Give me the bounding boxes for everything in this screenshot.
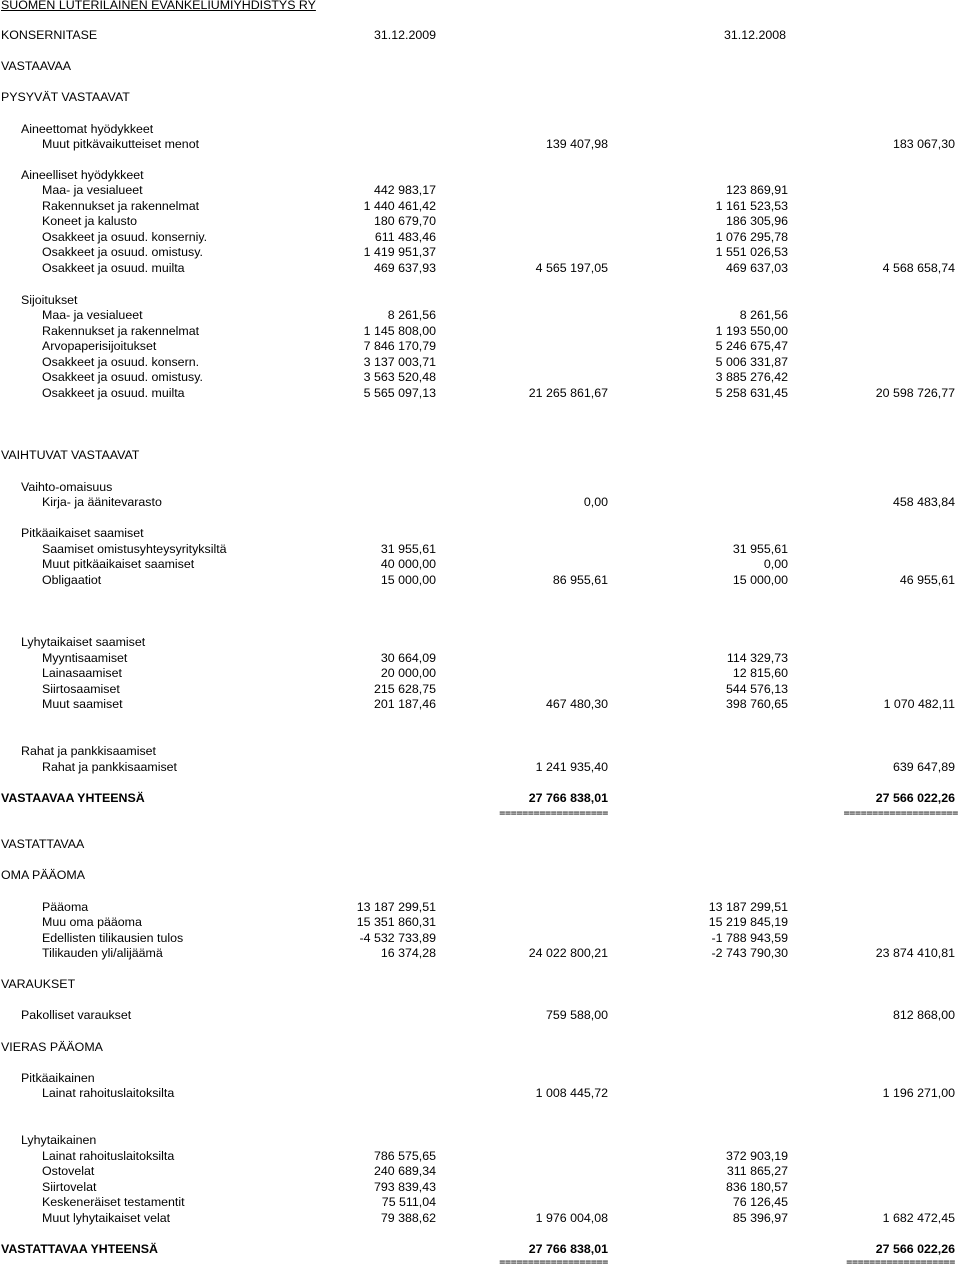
total-2008: 4 568 658,74 (882, 261, 955, 275)
value-2009: 3 137 003,71 (363, 355, 436, 369)
value-2008: 469 637,03 (725, 261, 788, 275)
total-2009: 1 976 004,08 (535, 1211, 608, 1225)
row-label: Tilikauden yli/alijäämä (42, 946, 163, 960)
group-label: Lyhytaikaiset saamiset (21, 635, 146, 649)
total-2009: 0,00 (583, 495, 608, 509)
value-2008: 5 258 631,45 (715, 386, 788, 400)
value-2009: 40 000,00 (380, 557, 436, 571)
table-row (0, 198, 960, 214)
value-2008: 85 396,97 (732, 1211, 788, 1225)
row-label: Osakkeet ja osuud. muilta (42, 261, 185, 275)
table-row (0, 182, 960, 198)
grand-total-2008: 27 566 022,26 (875, 791, 955, 805)
table-row (0, 244, 960, 260)
value-2009: 611 483,46 (374, 230, 436, 244)
total-2009: 86 955,61 (552, 573, 608, 587)
value-2008: 13 187 299,51 (708, 900, 788, 914)
row-label: Siirtovelat (42, 1180, 97, 1194)
table-row (0, 260, 960, 276)
value-2008: 3 885 276,42 (715, 370, 788, 384)
value-2008: 1 161 523,53 (715, 199, 788, 213)
value-2009: 3 563 520,48 (363, 370, 436, 384)
value-2009: 1 419 951,37 (363, 245, 436, 259)
table-row (0, 307, 960, 323)
value-2008: 123 869,91 (725, 183, 788, 197)
total-2008: 458 483,84 (892, 495, 955, 509)
column-2009-header: 31.12.2009 (374, 28, 437, 42)
group-label: Pitkäaikaiset saamiset (21, 526, 144, 540)
total-2008: 639 647,89 (892, 760, 955, 774)
row-label: Rakennukset ja rakennelmat (42, 199, 200, 213)
table-row (0, 1179, 960, 1195)
value-2009: 442 983,17 (373, 183, 436, 197)
group-label: Lyhytaikainen (21, 1133, 97, 1147)
total-2009: 4 565 197,05 (535, 261, 608, 275)
value-2008: 12 815,60 (732, 666, 788, 680)
row-label: Lainat rahoituslaitoksilta (42, 1086, 175, 1100)
value-2009: 180 679,70 (373, 214, 436, 228)
section-heading: VASTATTAVAA (1, 837, 85, 851)
table-row (0, 385, 960, 401)
row-label: Muut saamiset (42, 697, 123, 711)
double-rule-2008: =================== (846, 1257, 955, 1268)
table-row (0, 1163, 960, 1179)
double-rule-2008: ==================== (843, 808, 958, 819)
value-2009: -4 532 733,89 (359, 931, 436, 945)
value-2008: 1 076 295,78 (715, 230, 788, 244)
double-rule-2009: =================== (499, 808, 608, 819)
table-row (0, 229, 960, 245)
value-2008: 15 000,00 (732, 573, 788, 587)
table-row (0, 1085, 960, 1101)
total-2008: 183 067,30 (892, 137, 955, 151)
table-row (0, 572, 960, 588)
value-2009: 30 664,09 (380, 651, 436, 665)
value-2009: 469 637,93 (373, 261, 436, 275)
row-label: Maa- ja vesialueet (42, 183, 143, 197)
row-label: Edellisten tilikausien tulos (42, 931, 184, 945)
group-label: Aineelliset hyödykkeet (21, 168, 144, 182)
table-row (0, 369, 960, 385)
row-label: Obligaatiot (42, 573, 102, 587)
value-2008: 1 551 026,53 (715, 245, 788, 259)
report-title: KONSERNITASE (1, 28, 98, 42)
total-2009: 1 241 935,40 (535, 760, 608, 774)
total-2009: 139 407,98 (545, 137, 608, 151)
group-label: Pitkäaikainen (21, 1071, 95, 1085)
row-label: Osakkeet ja osuud. konserniy. (42, 230, 208, 244)
group-label: Aineettomat hyödykkeet (21, 122, 154, 136)
value-2008: -1 788 943,59 (711, 931, 788, 945)
row-label: Osakkeet ja osuud. omistusy. (42, 245, 203, 259)
value-2009: 20 000,00 (380, 666, 436, 680)
value-2009: 75 511,04 (381, 1195, 436, 1209)
group-label: Rahat ja pankkisaamiset (21, 744, 156, 758)
value-2008: 1 193 550,00 (715, 324, 788, 338)
org-name: SUOMEN LUTERILAINEN EVANKELIUMIYHDISTYS RY (1, 0, 316, 12)
row-label: Ostovelat (42, 1164, 95, 1178)
value-2009: 786 575,65 (373, 1149, 436, 1163)
row-label: Saamiset omistusyhteysyrityksiltä (42, 542, 227, 556)
table-row (0, 213, 960, 229)
org-header (0, 0, 960, 13)
value-2008: 544 576,13 (725, 682, 788, 696)
total-2008: 1 196 271,00 (882, 1086, 955, 1100)
value-2008: 836 180,57 (725, 1180, 788, 1194)
row-label: Osakkeet ja osuud. muilta (42, 386, 185, 400)
row-label: Osakkeet ja osuud. omistusy. (42, 370, 203, 384)
value-2009: 79 388,62 (380, 1211, 436, 1225)
table-row (0, 354, 960, 370)
table-row (0, 665, 960, 681)
total-2009: 1 008 445,72 (535, 1086, 608, 1100)
value-2008: 15 219 845,19 (708, 915, 788, 929)
total-2008: 1 682 472,45 (882, 1211, 955, 1225)
grand-total-2008: 27 566 022,26 (875, 1242, 955, 1256)
value-2008: 186 305,96 (725, 214, 788, 228)
row-label: Muut pitkävaikutteiset menot (42, 137, 200, 151)
table-row (0, 1210, 960, 1226)
value-2008: 5 246 675,47 (715, 339, 788, 353)
row-label: Muu oma pääoma (42, 915, 142, 929)
row-label: Pakolliset varaukset (21, 1008, 132, 1022)
row-label: Kirja- ja äänitevarasto (42, 495, 162, 509)
total-2008: 1 070 482,11 (883, 697, 955, 711)
table-row (0, 681, 960, 697)
row-label: Arvopaperisijoitukset (42, 339, 157, 353)
row-label: Rahat ja pankkisaamiset (42, 760, 177, 774)
section-heading: VASTAAVAA (1, 59, 72, 73)
total-2009: 24 022 800,21 (528, 946, 608, 960)
total-2008: 20 598 726,77 (875, 386, 955, 400)
value-2009: 31 955,61 (380, 542, 436, 556)
value-2009: 1 145 808,00 (363, 324, 436, 338)
row-label: Keskeneräiset testamentit (42, 1195, 185, 1209)
value-2009: 240 689,34 (373, 1164, 436, 1178)
double-rule-2009: =================== (499, 1257, 608, 1268)
table-row (0, 899, 960, 915)
row-label: Siirtosaamiset (42, 682, 120, 696)
value-2008: 8 261,56 (739, 308, 788, 322)
section-heading: VARAUKSET (1, 977, 76, 991)
column-header-row (0, 27, 960, 43)
table-row (0, 541, 960, 557)
total-2008: 46 955,61 (899, 573, 955, 587)
table-row (0, 930, 960, 946)
table-row (0, 945, 960, 961)
section-heading: VAIHTUVAT VASTAAVAT (1, 448, 140, 462)
row-label: Osakkeet ja osuud. konsern. (42, 355, 200, 369)
total-2009: 759 588,00 (545, 1008, 608, 1022)
value-2008: 5 006 331,87 (715, 355, 788, 369)
grand-total-row (0, 790, 960, 806)
value-2008: -2 743 790,30 (711, 946, 788, 960)
value-2009: 15 000,00 (380, 573, 436, 587)
row-label: Muut pitkäaikaiset saamiset (42, 557, 195, 571)
value-2009: 215 628,75 (373, 682, 436, 696)
total-2009: 21 265 861,67 (528, 386, 608, 400)
value-2008: 372 903,19 (725, 1149, 788, 1163)
table-row (0, 914, 960, 930)
table-row (0, 1007, 960, 1023)
row-label: Koneet ja kalusto (42, 214, 138, 228)
value-2008: 114 329,73 (726, 651, 788, 665)
value-2009: 15 351 860,31 (356, 915, 436, 929)
double-rule-row (0, 1256, 960, 1269)
value-2009: 1 440 461,42 (363, 199, 436, 213)
grand-total-2009: 27 766 838,01 (528, 791, 608, 805)
value-2008: 0,00 (763, 557, 788, 571)
table-row (0, 136, 960, 152)
value-2008: 311 865,27 (726, 1164, 788, 1178)
row-label: Pääoma (42, 900, 89, 914)
value-2009: 8 261,56 (387, 308, 436, 322)
section-heading: OMA PÄÄOMA (1, 868, 85, 882)
row-label: Lainat rahoituslaitoksilta (42, 1149, 175, 1163)
table-row (0, 556, 960, 572)
section-heading: PYSYVÄT VASTAAVAT (1, 90, 130, 104)
value-2009: 13 187 299,51 (356, 900, 436, 914)
value-2009: 793 839,43 (373, 1180, 436, 1194)
value-2009: 201 187,46 (373, 697, 436, 711)
table-row (0, 759, 960, 775)
row-label: Lainasaamiset (42, 666, 122, 680)
column-2008-header: 31.12.2008 (724, 28, 787, 42)
row-label: Maa- ja vesialueet (42, 308, 143, 322)
grand-total-2009: 27 766 838,01 (528, 1242, 608, 1256)
section-heading: VIERAS PÄÄOMA (1, 1040, 103, 1054)
row-label: Myyntisaamiset (42, 651, 128, 665)
total-2008: 812 868,00 (892, 1008, 955, 1022)
grand-total-label: VASTAAVAA YHTEENSÄ (1, 791, 145, 805)
group-label: Vaihto-omaisuus (21, 480, 113, 494)
table-row (0, 650, 960, 666)
row-label: Rakennukset ja rakennelmat (42, 324, 200, 338)
table-row (0, 1148, 960, 1164)
value-2009: 16 374,28 (380, 946, 436, 960)
table-row (0, 338, 960, 354)
grand-total-label: VASTATTAVAA YHTEENSÄ (1, 1242, 158, 1256)
value-2009: 5 565 097,13 (363, 386, 436, 400)
table-row (0, 696, 960, 712)
total-2008: 23 874 410,81 (875, 946, 955, 960)
value-2009: 7 846 170,79 (363, 339, 436, 353)
total-2009: 467 480,30 (545, 697, 608, 711)
double-rule-row (0, 806, 960, 822)
group-label: Sijoitukset (21, 293, 78, 307)
value-2008: 76 126,45 (732, 1195, 788, 1209)
value-2008: 398 760,65 (725, 697, 788, 711)
row-label: Muut lyhytaikaiset velat (42, 1211, 171, 1225)
grand-total-row (0, 1241, 960, 1257)
table-row (0, 323, 960, 339)
table-row (0, 1194, 960, 1210)
value-2008: 31 955,61 (732, 542, 788, 556)
table-row (0, 494, 960, 510)
